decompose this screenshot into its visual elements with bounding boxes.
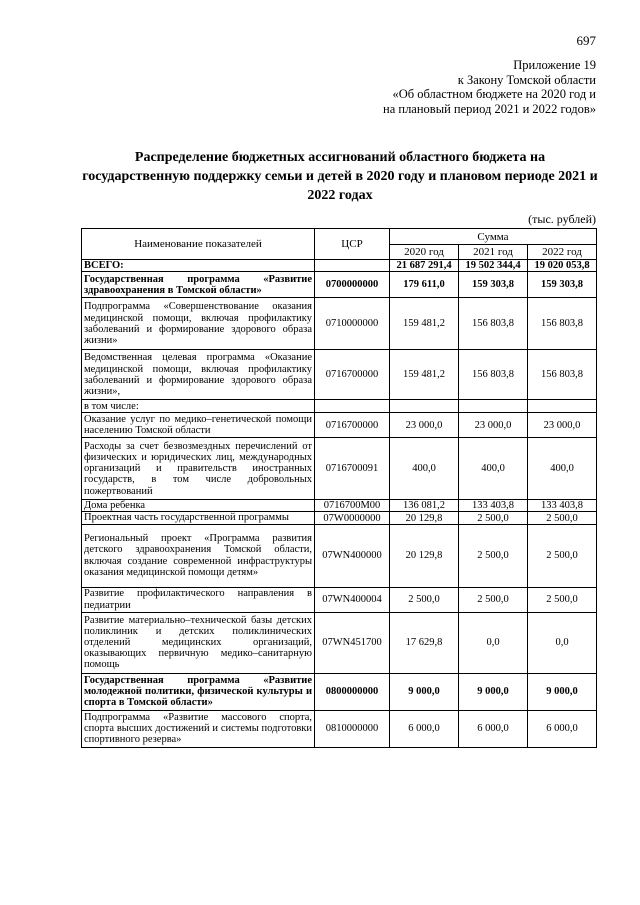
- row-value-2020: 20 129,8: [390, 524, 459, 587]
- row-value-2021: 156 803,8: [459, 350, 528, 400]
- row-value-2020: 6 000,0: [390, 710, 459, 747]
- table-row: [82, 612, 597, 673]
- row-code: 07WN400000: [315, 524, 390, 587]
- row-value-2020: 179 611,0: [390, 272, 459, 298]
- row-code: 0800000000: [315, 673, 390, 710]
- row-name: Подпрограмма «Развитие массового спорта, спорта высших достижений и системы подготовки спортивного резерва»: [82, 710, 315, 747]
- appendix-line-3: «Об областном бюджете на 2020 год и: [392, 87, 596, 102]
- row-value-2021: 2 500,0: [459, 512, 528, 524]
- row-value-2021: 133 403,8: [459, 500, 528, 512]
- row-code: 0716700091: [315, 438, 390, 500]
- appendix-line-1: Приложение 19: [513, 58, 596, 72]
- row-value-2020: 136 081,2: [390, 500, 459, 512]
- table-row: [82, 400, 597, 413]
- row-name: Развитие материально–технической базы детских поликлиник и детских поликлинических отделений медицинских организаций, оказывающих первичную медико–санитарную помощь: [82, 612, 315, 673]
- row-value-2021: 23 000,0: [459, 413, 528, 438]
- row-code: [315, 260, 390, 272]
- row-code: 0716700000: [315, 350, 390, 400]
- row-code: 0716700М00: [315, 500, 390, 512]
- row-value-2022: 2 500,0: [528, 524, 597, 587]
- table-row: [82, 710, 597, 747]
- row-value-2020: 9 000,0: [390, 673, 459, 710]
- page-number: 697: [576, 33, 596, 48]
- row-code: 0700000000: [315, 272, 390, 298]
- row-value-2020: 23 000,0: [390, 413, 459, 438]
- row-value-2021: 0,0: [459, 612, 528, 673]
- table-row: [82, 673, 597, 710]
- header-2020: 2020 год: [390, 245, 459, 260]
- row-code: 0710000000: [315, 298, 390, 350]
- row-name: Расходы за счет безвозмездных перечислений от физических и юридических лиц, международных организаций и правительств иностранных государств, в том числе добровольных пожертвований: [82, 438, 315, 500]
- row-code: 0810000000: [315, 710, 390, 747]
- row-value-2020: [390, 400, 459, 413]
- row-value-2022: 159 303,8: [528, 272, 597, 298]
- row-name: Государственная программа «Развитие здравоохранения в Томской области»: [82, 272, 315, 298]
- header-name: Наименование показателей: [82, 229, 315, 260]
- row-value-2020: 21 687 291,4: [390, 260, 459, 272]
- table-row: [82, 260, 597, 272]
- row-value-2020: 2 500,0: [390, 587, 459, 612]
- row-name: Проектная часть государственной программы: [82, 512, 315, 524]
- row-value-2022: 400,0: [528, 438, 597, 500]
- row-value-2021: 2 500,0: [459, 524, 528, 587]
- row-code: 0716700000: [315, 413, 390, 438]
- row-value-2020: 17 629,8: [390, 612, 459, 673]
- row-value-2020: 20 129,8: [390, 512, 459, 524]
- row-name: Дома ребенка: [82, 500, 315, 512]
- header-2022: 2022 год: [528, 245, 597, 260]
- row-value-2021: 2 500,0: [459, 587, 528, 612]
- table-row: [82, 500, 597, 512]
- header-sum: Сумма: [390, 229, 597, 245]
- row-name: Ведомственная целевая программа «Оказание медицинской помощи, включая профилактику заболеваний и формирование здорового образа жизни»,: [82, 350, 315, 400]
- table-row: [82, 438, 597, 500]
- row-name: Оказание услуг по медико–генетической помощи населению Томской области: [82, 413, 315, 438]
- row-value-2021: [459, 400, 528, 413]
- row-value-2021: 9 000,0: [459, 673, 528, 710]
- budget-table: [81, 228, 597, 748]
- table-row: [82, 298, 597, 350]
- row-value-2022: 23 000,0: [528, 413, 597, 438]
- row-name: Развитие профилактического направления в педиатрии: [82, 587, 315, 612]
- row-value-2022: 133 403,8: [528, 500, 597, 512]
- appendix-line-4: на плановый период 2021 и 2022 годов»: [383, 101, 596, 116]
- row-value-2021: 6 000,0: [459, 710, 528, 747]
- row-value-2020: 400,0: [390, 438, 459, 500]
- row-value-2022: 6 000,0: [528, 710, 597, 747]
- row-value-2021: 159 303,8: [459, 272, 528, 298]
- table-row: [82, 512, 597, 524]
- document-title: Распределение бюджетных ассигнований областного бюджета на государственную поддержку семьи и детей в 2020 году и плановом периоде 2021 и 2022 годах: [82, 150, 598, 203]
- row-name: Региональный проект «Программа развития детского здравоохранения Томской области, включая создание современной инфраструктуры оказания медицинской помощи детям»: [82, 524, 315, 587]
- row-code: 07W0000000: [315, 512, 390, 524]
- row-value-2021: 156 803,8: [459, 298, 528, 350]
- row-name: ВСЕГО:: [82, 260, 315, 272]
- unit-label: (тыс. рублей): [528, 212, 596, 226]
- row-name: в том числе:: [82, 400, 315, 413]
- table-row: [82, 350, 597, 400]
- row-code: 07WN400004: [315, 587, 390, 612]
- row-name: Подпрограмма «Совершенствование оказания медицинской помощи, включая профилактику заболеваний и формирование здорового образа жизни»: [82, 298, 315, 350]
- table-row: [82, 272, 597, 298]
- header-2021: 2021 год: [459, 245, 528, 260]
- table-row: [82, 413, 597, 438]
- row-value-2022: 9 000,0: [528, 673, 597, 710]
- row-value-2022: 156 803,8: [528, 298, 597, 350]
- row-code: 07WN451700: [315, 612, 390, 673]
- row-value-2022: 156 803,8: [528, 350, 597, 400]
- appendix-line-2: к Закону Томской области: [457, 72, 596, 87]
- row-name: Государственная программа «Развитие молодежной политики, физической культуры и спорта в Томской области»: [82, 673, 315, 710]
- row-value-2021: 19 502 344,4: [459, 260, 528, 272]
- row-value-2022: [528, 400, 597, 413]
- row-value-2022: 19 020 053,8: [528, 260, 597, 272]
- header-code: ЦСР: [315, 229, 390, 260]
- appendix-reference: [383, 58, 596, 116]
- table-row: [82, 524, 597, 587]
- row-code: [315, 400, 390, 413]
- row-value-2020: 159 481,2: [390, 298, 459, 350]
- row-value-2022: 0,0: [528, 612, 597, 673]
- row-value-2022: 2 500,0: [528, 587, 597, 612]
- row-value-2020: 159 481,2: [390, 350, 459, 400]
- row-value-2021: 400,0: [459, 438, 528, 500]
- table-row: [82, 587, 597, 612]
- row-value-2022: 2 500,0: [528, 512, 597, 524]
